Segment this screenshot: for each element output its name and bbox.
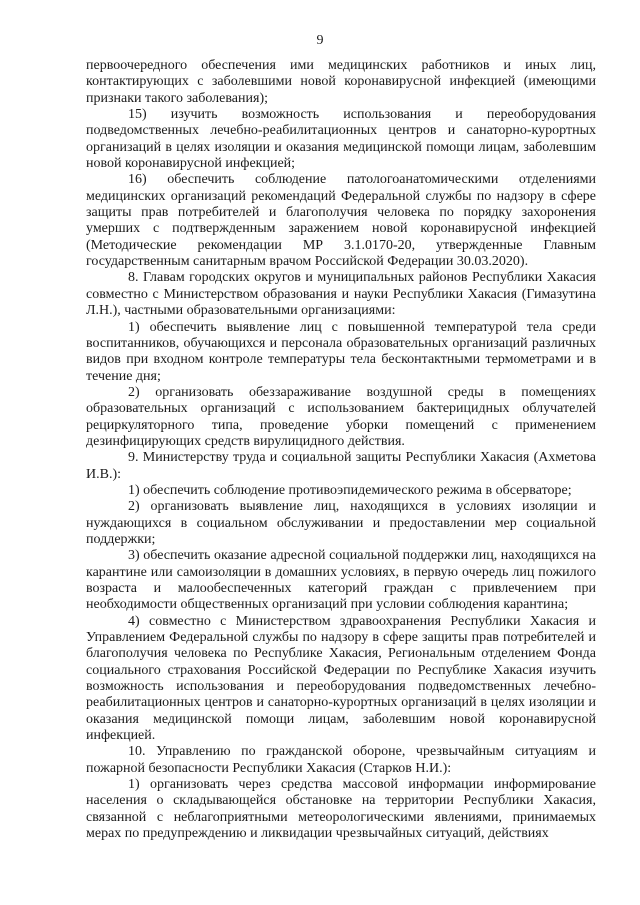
paragraph-10: 3) обеспечить оказание адресной социальной поддержки лиц, находящихся на карантине или самоизоляции в домашних условиях, в первую очередь лиц пожилого возраста и малообеспеченных категорий граждан с привлечением при необходимости общественных организаций при условии соблюдения карантина; xyxy=(86,548,596,613)
paragraph-11: 4) совместно с Министерством здравоохранения Республики Хакасия и Управлением Федеральной службы по надзору в сфере защиты прав потребителей и благополучия человека по Республике Хакасия, Региональным отделением Фонда социального страхования Российской Федерации по Республике Хакасия изучить возможность использования и переоборудования подведомственных лечебно-реабилитационных центров и санаторно-курортных организаций в целях изоляции и оказания медицинской помощи лицам, заболевшим новой коронавирусной инфекцией. xyxy=(86,613,596,744)
paragraph-2: 15) изучить возможность использования и переоборудования подведомственных лечебно-реабилитационных центров и санаторно-курортных организаций в целях изоляции и оказания медицинской помощи лицам, заболевшим новой коронавирусной инфекцией; xyxy=(86,107,596,172)
paragraph-7: 9. Министерству труда и социальной защиты Республики Хакасия (Ахметова И.В.): xyxy=(86,450,596,482)
paragraph-3: 16) обеспечить соблюдение патологоанатомическими отделениями медицинских организаций рекомендаций Федеральной службы по надзору в сфере защиты прав потребителей и благополучия человека по порядку захоронения умерших с подтвержденным заражением новой коронавирусной инфекцией (Методические рекомендации МР 3.1.0170-20, утвержденные Главным государственным санитарным врачом Российской Федерации 30.03.2020). xyxy=(86,172,596,270)
paragraph-6: 2) организовать обеззараживание воздушной среды в помещениях образовательных организаций с использованием бактерицидных облучателей рециркуляторного типа, проведение уборки помещений с применением дезинфицирующих средств вирулицидного действия. xyxy=(86,384,596,449)
paragraph-13: 1) организовать через средства массовой информации информирование населения о складывающейся обстановке на территории Республики Хакасия, связанной с неблагоприятными метеорологическими явлениями, принимаемых мерах по предупреждению и ликвидации чрезвычайных ситуаций, действиях xyxy=(86,777,596,842)
paragraph-8: 1) обеспечить соблюдение противоэпидемического режима в обсерваторе; xyxy=(128,482,572,498)
paragraph-1: первоочередного обеспечения ими медицинских работников и иных лиц, контактирующих с заболевшими новой коронавирусной инфекцией (имеющими признаки такого заболевания); xyxy=(86,58,596,106)
page-number: 9 xyxy=(316,33,324,48)
document-body xyxy=(86,58,596,843)
paragraph-4: 8. Главам городских округов и муниципальных районов Республики Хакасия совместно с Министерством образования и науки Республики Хакасия (Гимазутина Л.Н.), частными образовательными организациями: xyxy=(86,270,596,319)
paragraph-5: 1) обеспечить выявление лиц с повышенной температурой тела среди воспитанников, обучающихся и персонала образовательных организаций различных видов при входном контроле температуры тела бесконтактными термометрами и в течение дня; xyxy=(86,319,596,384)
paragraph-12: 10. Управлению по гражданской обороне, чрезвычайным ситуациям и пожарной безопасности Республики Хакасия (Старков Н.И.): xyxy=(86,744,596,776)
paragraph-9: 2) организовать выявление лиц, находящихся в условиях изоляции и нуждающихся в социальном обслуживании и предоставлении мер социальной поддержки; xyxy=(86,499,596,547)
